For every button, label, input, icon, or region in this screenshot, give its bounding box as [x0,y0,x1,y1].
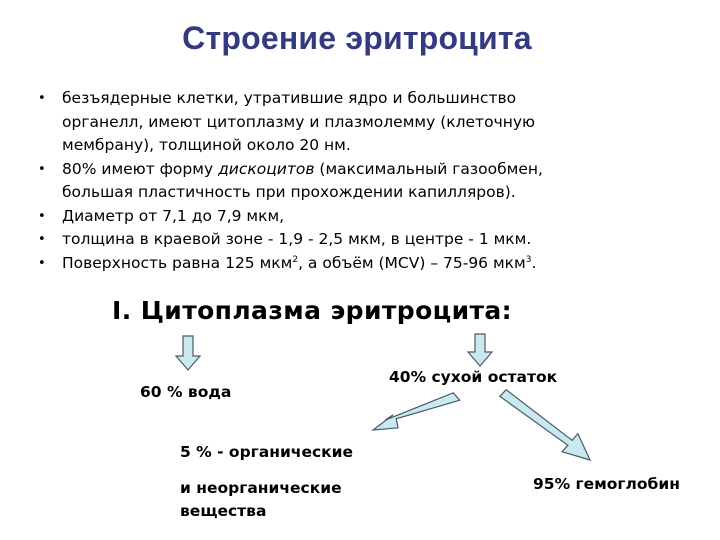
arrow-diagonal-left-icon [373,393,460,430]
page-title: Строение эритроцита [182,20,532,56]
organic-label-line1: 5 % - органические [180,443,354,461]
arrow-down-icon [468,334,492,366]
organic-label-line3: вещества [180,502,267,520]
bullet-dot-icon: • [38,232,46,247]
bullet-dot-icon: • [38,91,46,106]
bullet-text: 80% имеют форму [62,159,219,178]
dry-residue-label: 40% сухой остаток [389,368,558,386]
italic-term: дискоцитов [218,159,315,178]
arrow-diagonal-right-icon [500,390,590,460]
bullet-text: Поверхность равна 125 мкм [62,253,293,272]
bullet-dot-icon: • [38,208,46,224]
bullet-line: мембрану), толщиной около 20 нм. [62,136,351,154]
bullet-text: (максимальный газообмен, [314,159,543,178]
bullet-line: большая пластичность при прохождении капилляров). [62,183,516,201]
bullet-line: безъядерные клетки, утратившие ядро и большинство [62,89,517,107]
section-heading: I. Цитоплазма эритроцита: [112,296,513,325]
bullet-line: Диаметр от 7,1 до 7,9 мкм, [62,206,285,225]
bullet-line: органелл, имеют цитоплазму и плазмолемму (клеточную [62,112,536,131]
hemoglobin-label: 95% гемоглобин [533,475,680,493]
bullet-dot-icon: • [38,255,46,271]
organic-label-line2: и неорганические [180,479,342,497]
bullet-text: , а объём (MCV) – 75-96 мкм [298,253,526,272]
bullet-dot-icon: • [38,161,46,177]
water-label: 60 % вода [140,383,232,401]
bullet-line: толщина в краевой зоне - 1,9 - 2,5 мкм, в центре - 1 мкм. [62,230,532,248]
bullet-text: . [531,253,537,272]
arrow-down-icon [176,336,200,370]
superscript: 3 [525,254,532,265]
superscript: 2 [292,254,299,265]
